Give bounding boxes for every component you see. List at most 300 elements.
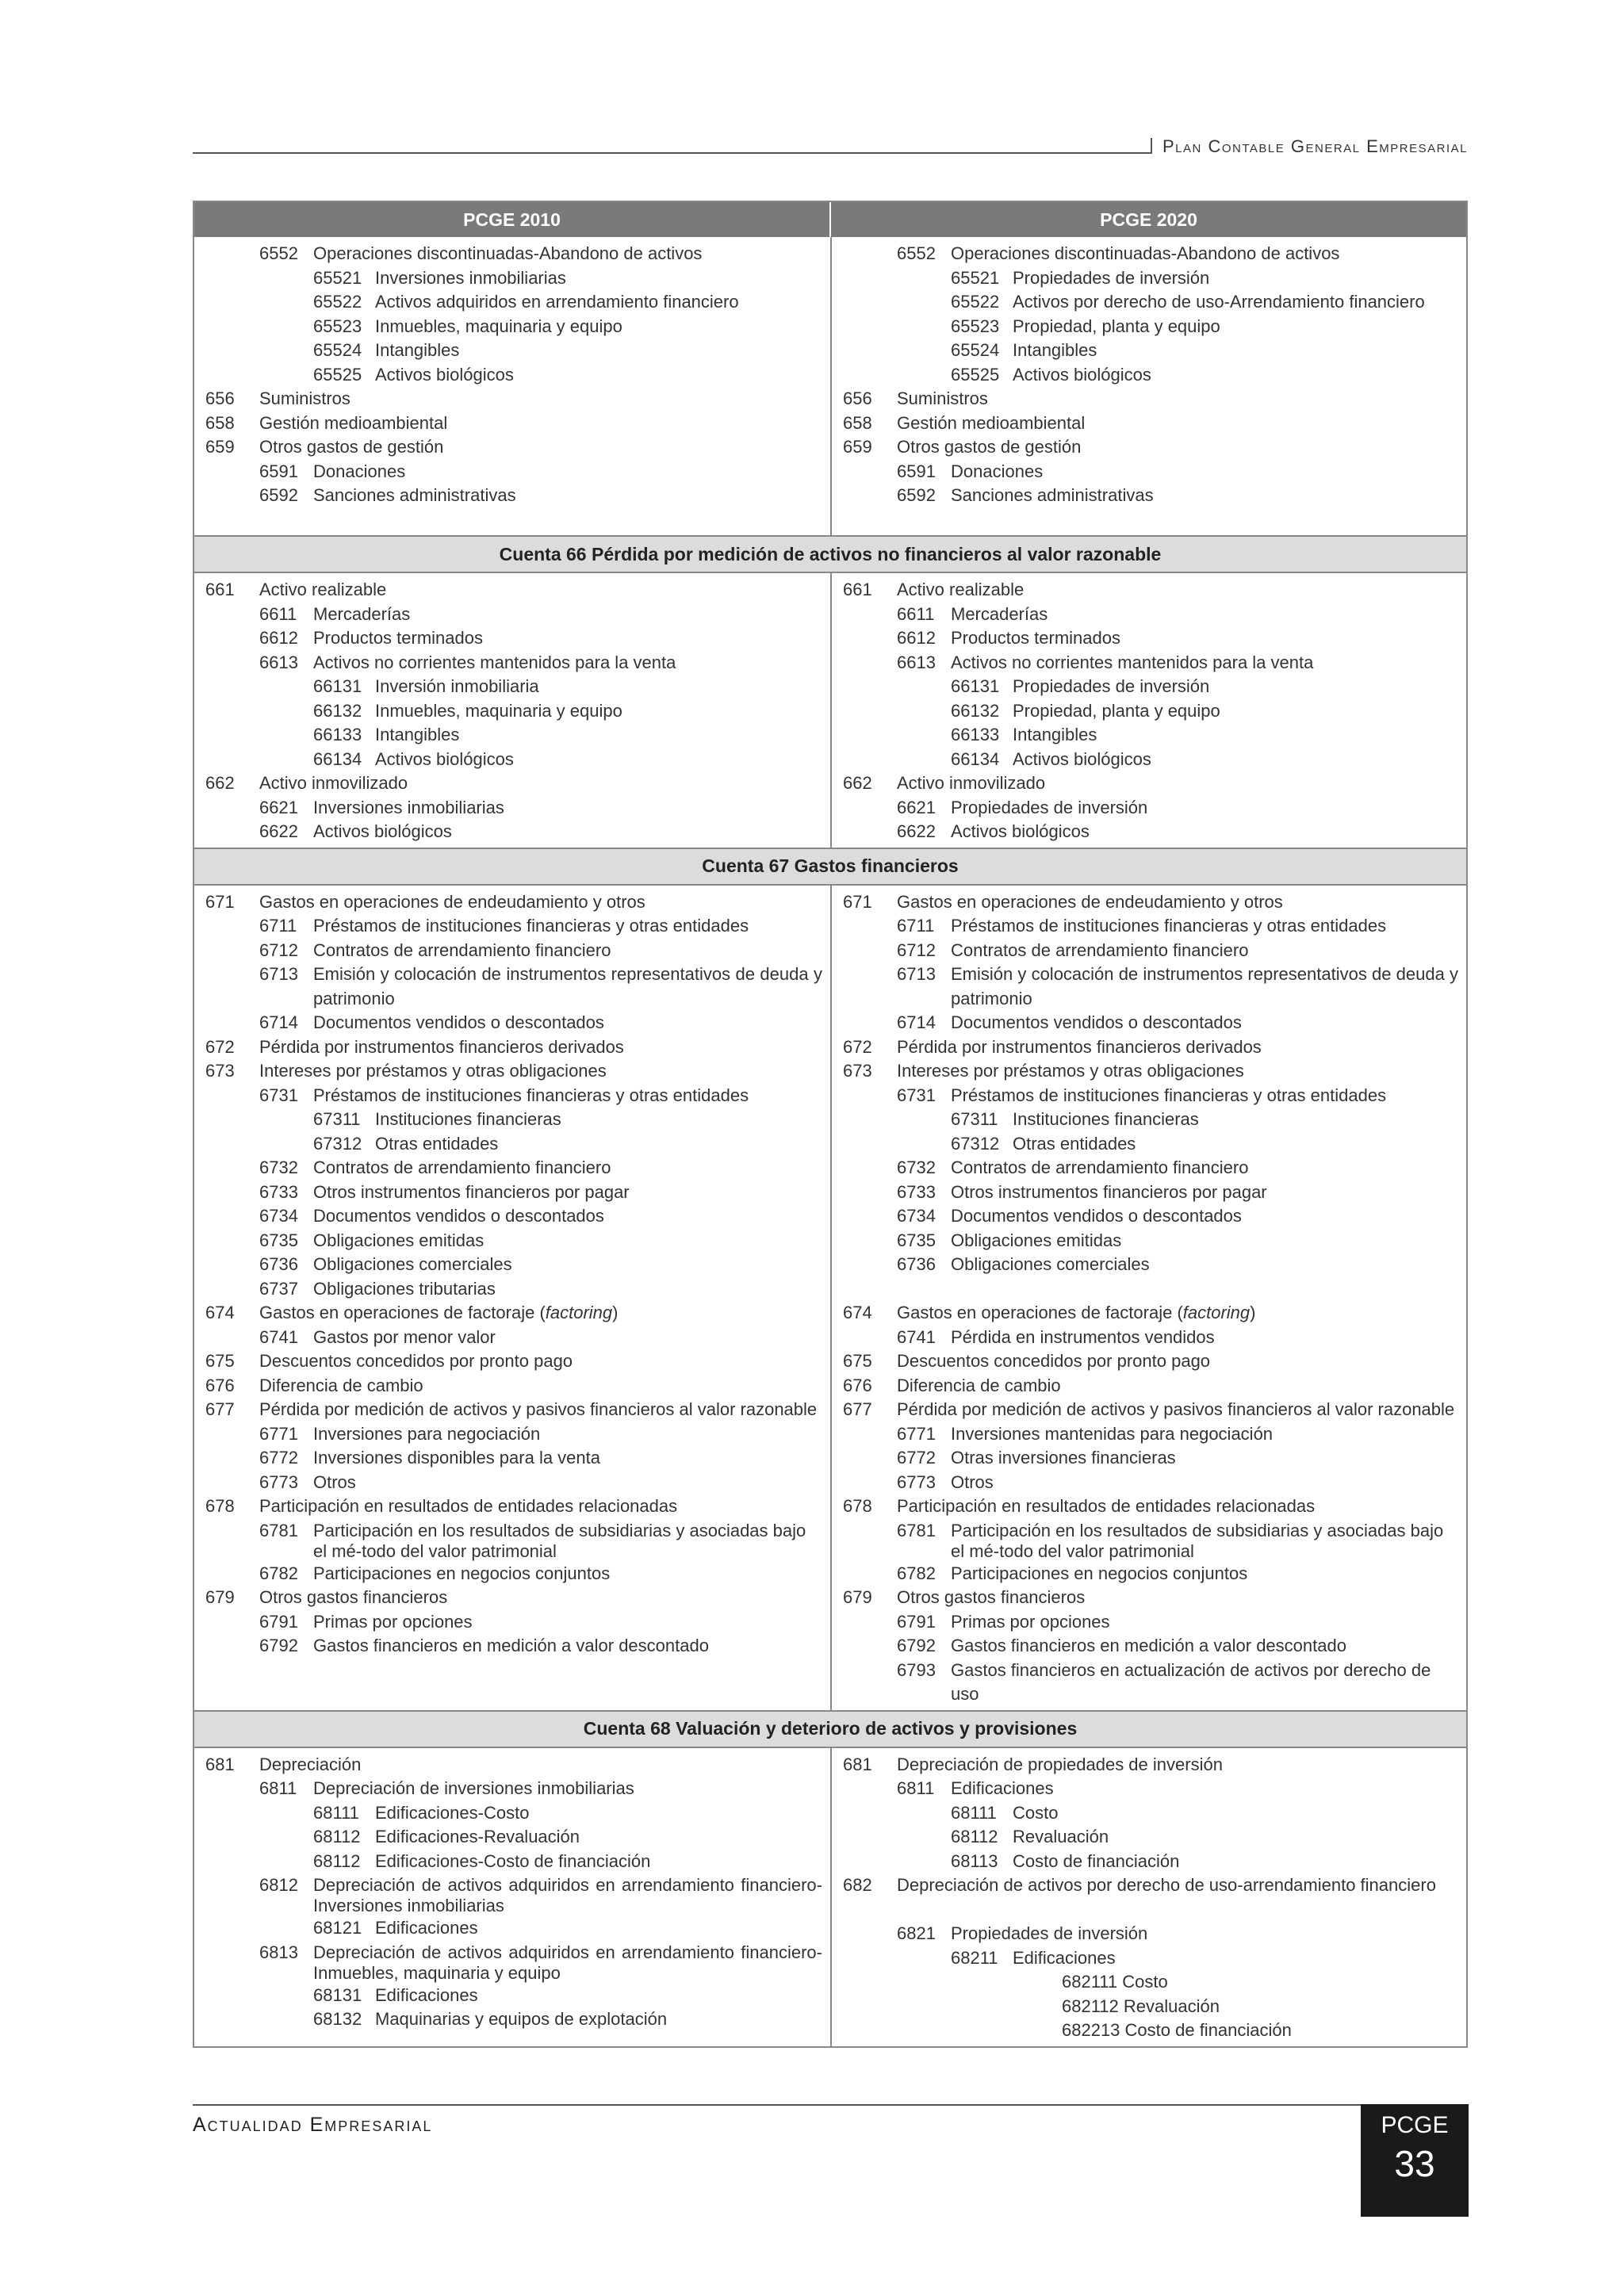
- account-line: [832, 1108, 1458, 1132]
- account-name: Gastos financieros en medición a valor descontado: [313, 1636, 709, 1655]
- account-name: Primas por opciones: [951, 1611, 1110, 1632]
- account-name: Inversiones inmobiliarias: [313, 797, 504, 817]
- left-column-block: [194, 1748, 830, 2046]
- account-code: 661: [843, 580, 872, 599]
- account-name: Participación en los resultados de subsidiarias y asociadas bajo el mé-todo del valor patrimonial: [313, 1520, 806, 1561]
- column-header-left: PCGE 2010: [463, 209, 561, 230]
- account-name: Productos terminados: [951, 628, 1120, 648]
- account-code: 6771: [897, 1423, 936, 1444]
- account-name: Gastos en operaciones de endeudamiento y otros: [259, 891, 645, 912]
- spacer: [194, 508, 822, 533]
- account-code: 6711: [897, 916, 935, 936]
- account-code: 6813: [259, 1942, 298, 1962]
- account-code: 673: [843, 1061, 872, 1081]
- account-line: [194, 578, 822, 603]
- account-name: Pérdida por medición de activos y pasivos financieros al valor razonable: [259, 1399, 818, 1419]
- account-name: Intereses por préstamos y otras obligaciones: [259, 1061, 607, 1081]
- account-line: [194, 1519, 822, 1562]
- right-column-block: [830, 886, 1466, 1710]
- account-name: Productos terminados: [313, 628, 483, 648]
- account-line: [832, 1035, 1458, 1060]
- account-code: 6793: [897, 1659, 936, 1680]
- account-line: [832, 626, 1458, 651]
- account-name: Obligaciones comerciales: [951, 1254, 1150, 1274]
- account-name: Propiedades de inversión: [1013, 267, 1210, 288]
- account-line: [832, 1562, 1458, 1586]
- account-line: [832, 1326, 1458, 1350]
- account-line: [832, 1634, 1458, 1659]
- account-line: [832, 723, 1458, 748]
- account-code: 6613: [259, 652, 298, 672]
- account-line: [194, 1326, 822, 1350]
- account-code: 674: [205, 1303, 235, 1322]
- account-code: 6736: [897, 1254, 936, 1274]
- account-code: 6622: [897, 821, 936, 841]
- account-code: 65523: [951, 316, 1000, 336]
- account-line: [832, 1777, 1458, 1801]
- account-name: Intangibles: [1013, 725, 1097, 744]
- account-name: Contratos de arrendamiento financiero: [951, 1158, 1249, 1177]
- account-code: 6772: [259, 1448, 298, 1468]
- account-line: [832, 242, 1458, 266]
- account-code: 6741: [897, 1326, 936, 1347]
- account-code: 6714: [897, 1012, 936, 1032]
- account-name: Suministros: [259, 388, 350, 408]
- account-line: [194, 1471, 822, 1495]
- account-line: [832, 2019, 1458, 2043]
- account-name: Obligaciones comerciales: [313, 1254, 512, 1274]
- comparison-table: [193, 201, 1468, 2048]
- account-code: 66131: [313, 676, 362, 696]
- account-code: 6736: [259, 1254, 298, 1274]
- account-code: 6712: [259, 939, 298, 960]
- account-line: [832, 603, 1458, 627]
- account-name: Propiedades de inversión: [951, 1923, 1148, 1943]
- account-name: Emisión y colocación de instrumentos representativos de deuda y patrimonio: [951, 964, 1458, 1008]
- account-code: 68131: [313, 1984, 362, 2005]
- account-name: Inversión inmobiliaria: [375, 676, 539, 696]
- account-line: [832, 484, 1458, 508]
- account-line: [832, 315, 1458, 339]
- account-name: Propiedad, planta y equipo: [1013, 700, 1220, 721]
- right-column-block: [830, 573, 1466, 848]
- account-line: [832, 1156, 1458, 1181]
- account-name: Mercaderías: [313, 603, 411, 624]
- account-code: 6713: [259, 964, 298, 984]
- account-name: Primas por opciones: [313, 1611, 473, 1632]
- account-code: 67311: [951, 1109, 998, 1129]
- account-name: Activos por derecho de uso-Arrendamiento financiero: [1013, 292, 1425, 312]
- account-line: [832, 1995, 1458, 2019]
- account-name: Operaciones discontinuadas-Abandono de activos: [951, 243, 1340, 263]
- account-line: [194, 1108, 822, 1132]
- left-column-block: [194, 573, 830, 848]
- account-name: Edificaciones: [375, 1984, 478, 2005]
- account-code: 676: [843, 1375, 872, 1395]
- account-line: [832, 1422, 1458, 1447]
- account-code: 66134: [313, 748, 362, 769]
- account-code: 66132: [313, 700, 362, 721]
- account-code: 6592: [259, 485, 298, 505]
- account-code: 6621: [259, 797, 298, 817]
- account-line: [832, 1946, 1458, 1971]
- account-line: [194, 771, 822, 796]
- account-name: Edificaciones: [951, 1778, 1054, 1798]
- account-code: 6782: [259, 1563, 298, 1583]
- account-name: Activos biológicos: [313, 821, 452, 841]
- account-name: Participación en resultados de entidades relacionadas: [897, 1496, 1316, 1516]
- account-name: Intangibles: [375, 340, 460, 360]
- account-code: 68211: [951, 1947, 998, 1968]
- account-code: 6741: [259, 1326, 298, 1347]
- account-code: 6791: [897, 1611, 936, 1632]
- account-name: Propiedades de inversión: [951, 797, 1148, 817]
- account-code: 6782: [897, 1563, 936, 1583]
- account-line: [194, 484, 822, 508]
- account-code: 67311: [313, 1109, 361, 1129]
- account-code: 673: [205, 1061, 235, 1081]
- account-line: [194, 290, 822, 315]
- account-name: Instituciones financieras: [375, 1109, 561, 1129]
- account-line: [832, 1494, 1458, 1519]
- account-name: Activos biológicos: [1013, 748, 1151, 769]
- account-name: Pérdida en instrumentos vendidos: [951, 1326, 1215, 1347]
- account-line: [832, 1084, 1458, 1108]
- account-line: [194, 796, 822, 821]
- account-name: Activos no corrientes mantenidos para la venta: [313, 652, 676, 672]
- account-line: [194, 1253, 822, 1277]
- account-line: [194, 1494, 822, 1519]
- account-line: [832, 914, 1458, 939]
- account-name: Gastos en operaciones de factoraje (factoring): [897, 1303, 1256, 1322]
- account-code: 675: [205, 1351, 235, 1371]
- account-name: Documentos vendidos o descontados: [313, 1012, 604, 1032]
- account-line: [194, 387, 822, 411]
- account-name: Diferencia de cambio: [897, 1375, 1061, 1395]
- section-heading: Cuenta 68 Valuación y deterioro de activos y provisiones: [194, 1710, 1466, 1748]
- account-code: 677: [843, 1399, 872, 1419]
- account-line: [194, 1850, 822, 1874]
- account-name: Activo inmovilizado: [897, 773, 1046, 793]
- account-code: 65522: [951, 292, 1000, 312]
- account-name: 682111 Costo: [1062, 1972, 1168, 1992]
- account-code: 6713: [897, 964, 936, 984]
- account-code: 65524: [951, 340, 1000, 360]
- account-line: [194, 1301, 822, 1326]
- account-name: Pérdida por instrumentos financieros derivados: [897, 1036, 1262, 1057]
- account-name: Descuentos concedidos por pronto pago: [259, 1351, 573, 1371]
- account-line: [832, 1873, 1458, 1898]
- account-name: Instituciones financieras: [1013, 1109, 1199, 1129]
- account-code: 6732: [897, 1158, 936, 1177]
- account-code: 6611: [259, 603, 297, 624]
- left-column-block: [194, 237, 830, 535]
- account-name: Depreciación de activos adquiridos en arrendamiento financiero-Inmuebles, maquinaria y equipo: [313, 1942, 822, 1983]
- account-line: [194, 1610, 822, 1635]
- account-code: 6734: [897, 1206, 936, 1226]
- account-line: [832, 1398, 1458, 1422]
- account-name: Activos biológicos: [375, 748, 514, 769]
- account-line: [832, 1922, 1458, 1946]
- account-code: 6821: [897, 1923, 936, 1943]
- account-code: 6731: [259, 1085, 298, 1105]
- account-code: 68112: [313, 1850, 361, 1871]
- account-name: Activo realizable: [897, 580, 1025, 599]
- account-code: 679: [843, 1587, 872, 1607]
- account-line: [832, 1801, 1458, 1826]
- account-code: 66134: [951, 748, 1000, 769]
- account-name: Obligaciones emitidas: [951, 1230, 1122, 1250]
- account-code: 6773: [259, 1471, 298, 1492]
- account-line: [194, 1801, 822, 1826]
- account-line: [194, 1204, 822, 1229]
- section-body: [194, 237, 1466, 535]
- account-code: 672: [205, 1036, 235, 1057]
- account-line: [194, 939, 822, 963]
- account-line: [194, 411, 822, 436]
- account-code: 658: [843, 412, 872, 433]
- account-line: [194, 1398, 822, 1422]
- account-code: 6552: [897, 243, 936, 263]
- account-code: 6591: [897, 461, 936, 481]
- account-line: [832, 339, 1458, 363]
- account-line: [832, 411, 1458, 436]
- account-code: 6735: [897, 1230, 936, 1250]
- account-code: 6791: [259, 1611, 298, 1632]
- account-name: Otros instrumentos financieros por pagar: [951, 1181, 1267, 1202]
- account-code: 6812: [259, 1875, 298, 1895]
- account-code: 65523: [313, 316, 362, 336]
- account-line: [832, 1301, 1458, 1326]
- account-code: 65522: [313, 292, 362, 312]
- account-code: 661: [205, 580, 235, 599]
- account-line: [832, 363, 1458, 388]
- account-code: 671: [205, 891, 235, 912]
- page-number-box: [1361, 2104, 1469, 2217]
- account-line: [832, 435, 1458, 460]
- account-name: Gastos en operaciones de endeudamiento y otros: [897, 891, 1283, 912]
- account-code: 678: [205, 1496, 235, 1516]
- account-name: Otros gastos financieros: [259, 1587, 448, 1607]
- account-line: [832, 1519, 1458, 1562]
- account-code: 677: [205, 1399, 235, 1419]
- account-name: Participación en resultados de entidades relacionadas: [259, 1496, 678, 1516]
- account-name: Contratos de arrendamiento financiero: [951, 939, 1249, 960]
- account-code: 68112: [951, 1827, 998, 1846]
- account-name: Gastos en operaciones de factoraje (factoring): [259, 1303, 619, 1322]
- section-body: [194, 886, 1466, 1710]
- account-code: 656: [205, 388, 235, 408]
- account-code: 6773: [897, 1471, 936, 1492]
- account-code: 676: [205, 1375, 235, 1395]
- account-code: 658: [205, 412, 235, 433]
- account-line: [194, 363, 822, 388]
- account-code: 65521: [951, 267, 1000, 288]
- account-code: 6611: [897, 603, 935, 624]
- account-name: Inmuebles, maquinaria y equipo: [375, 700, 622, 721]
- account-code: 6792: [259, 1636, 298, 1655]
- account-code: 6781: [897, 1520, 936, 1540]
- account-line: [194, 651, 822, 675]
- section-body: [194, 573, 1466, 848]
- account-line: [832, 1970, 1458, 1995]
- account-code: 6712: [897, 939, 936, 960]
- account-line: [194, 1586, 822, 1610]
- section-body: [194, 1748, 1466, 2046]
- account-line: [832, 771, 1458, 796]
- account-name: Activo inmovilizado: [259, 773, 408, 793]
- account-name: Obligaciones tributarias: [313, 1278, 496, 1299]
- account-name: Activos adquiridos en arrendamiento financiero: [375, 292, 739, 312]
- account-line: [832, 1586, 1458, 1610]
- account-code: 6552: [259, 243, 298, 263]
- account-code: 6733: [897, 1181, 936, 1202]
- account-code: 6781: [259, 1520, 298, 1540]
- account-line: [832, 1825, 1458, 1850]
- account-name: Sanciones administrativas: [951, 485, 1154, 505]
- account-code: 67312: [951, 1133, 1000, 1154]
- account-code: 6622: [259, 821, 298, 841]
- account-line: [194, 1374, 822, 1399]
- account-line: [194, 266, 822, 291]
- account-line: [194, 460, 822, 484]
- account-code: 6714: [259, 1012, 298, 1032]
- account-line: [832, 1253, 1458, 1277]
- account-code: 682: [843, 1875, 872, 1895]
- account-code: 681: [205, 1754, 235, 1774]
- right-column-block: [830, 1748, 1466, 2046]
- account-name: Maquinarias y equipos de explotación: [375, 2009, 668, 2029]
- account-code: 659: [843, 437, 872, 457]
- account-name: Inversiones para negociación: [313, 1423, 541, 1444]
- account-line: [194, 1777, 822, 1801]
- account-line: [194, 1277, 822, 1302]
- account-code: 66132: [951, 700, 1000, 721]
- account-name: Activos no corrientes mantenidos para la venta: [951, 652, 1314, 672]
- account-code: 66133: [951, 725, 1000, 744]
- account-name: Activos biológicos: [375, 364, 514, 385]
- account-line: [832, 820, 1458, 844]
- account-name: Otras entidades: [1013, 1133, 1136, 1154]
- account-code: 68113: [951, 1850, 998, 1871]
- account-line: [194, 914, 822, 939]
- account-name: Operaciones discontinuadas-Abandono de activos: [313, 243, 703, 263]
- account-code: 6771: [259, 1423, 298, 1444]
- footer-rule: [193, 2104, 1362, 2106]
- account-line: [832, 939, 1458, 963]
- account-name: Edificaciones: [375, 1918, 478, 1938]
- account-code: 674: [843, 1303, 872, 1322]
- spacer: [832, 1277, 1458, 1302]
- account-line: [194, 1753, 822, 1777]
- account-name: Documentos vendidos o descontados: [313, 1206, 604, 1226]
- account-code: 65521: [313, 267, 362, 288]
- account-name: Edificaciones-Revaluación: [375, 1827, 580, 1846]
- account-name: Suministros: [897, 388, 988, 408]
- account-name: Depreciación: [259, 1754, 362, 1774]
- account-line: [194, 1349, 822, 1374]
- account-line: [832, 748, 1458, 772]
- account-code: 68112: [313, 1827, 361, 1846]
- account-name: Depreciación de inversiones inmobiliarias: [313, 1778, 634, 1798]
- account-name: Gastos financieros en medición a valor descontado: [951, 1636, 1346, 1655]
- account-line: [832, 1446, 1458, 1471]
- account-line: [194, 1035, 822, 1060]
- account-code: 68121: [313, 1918, 362, 1938]
- account-name: Emisión y colocación de instrumentos representativos de deuda y patrimonio: [313, 964, 822, 1008]
- account-name: Documentos vendidos o descontados: [951, 1012, 1242, 1032]
- account-name: Otros: [951, 1471, 994, 1492]
- running-footer: Actualidad Empresarial: [193, 2114, 433, 2136]
- account-code: 6613: [897, 652, 936, 672]
- account-line: [832, 675, 1458, 699]
- account-name: Descuentos concedidos por pronto pago: [897, 1351, 1211, 1371]
- account-line: [832, 1011, 1458, 1035]
- account-line: [194, 242, 822, 266]
- left-column-block: [194, 886, 830, 1710]
- account-code: 662: [205, 773, 235, 793]
- account-name: Inmuebles, maquinaria y equipo: [375, 316, 622, 336]
- account-name: Costo de financiación: [1013, 1850, 1180, 1871]
- account-name: Gestión medioambiental: [259, 412, 448, 433]
- account-name: Otros gastos financieros: [897, 1587, 1086, 1607]
- account-line: [832, 1132, 1458, 1157]
- account-code: 65524: [313, 340, 362, 360]
- account-line: [832, 1374, 1458, 1399]
- account-name: Obligaciones emitidas: [313, 1230, 485, 1250]
- account-line: [832, 1610, 1458, 1635]
- account-code: 66133: [313, 725, 362, 744]
- page-number: 33: [1394, 2143, 1435, 2184]
- section-heading: Cuenta 67 Gastos financieros: [194, 848, 1466, 886]
- account-code: 6737: [259, 1278, 298, 1299]
- account-line: [194, 1984, 822, 2008]
- account-line: [832, 699, 1458, 724]
- account-line: [832, 1753, 1458, 1777]
- account-code: 6811: [897, 1778, 935, 1798]
- account-name: Costo: [1013, 1802, 1059, 1823]
- account-code: 6711: [259, 916, 297, 936]
- account-code: 656: [843, 388, 872, 408]
- account-name: Otros instrumentos financieros por pagar: [313, 1181, 630, 1202]
- account-line: [194, 1916, 822, 1941]
- account-line: [194, 1634, 822, 1659]
- account-code: 6591: [259, 461, 298, 481]
- account-name: Contratos de arrendamiento financiero: [313, 939, 611, 960]
- account-name: Participaciones en negocios conjuntos: [313, 1563, 611, 1583]
- account-line: [832, 387, 1458, 411]
- account-name: Sanciones administrativas: [313, 485, 516, 505]
- account-line: [832, 1204, 1458, 1229]
- account-line: [832, 266, 1458, 291]
- spacer: [832, 508, 1458, 533]
- account-name: Depreciación de activos por derecho de uso-arrendamiento financiero: [897, 1875, 1436, 1895]
- account-line: [832, 290, 1458, 315]
- account-code: 6621: [897, 797, 936, 817]
- account-code: 6734: [259, 1206, 298, 1226]
- account-code: 675: [843, 1351, 872, 1371]
- account-code: 679: [205, 1587, 235, 1607]
- spacer: [832, 1898, 1458, 1923]
- account-name: Propiedades de inversión: [1013, 676, 1210, 696]
- account-name: Préstamos de instituciones financieras y otras entidades: [313, 916, 749, 936]
- account-name: Préstamos de instituciones financieras y otras entidades: [951, 1085, 1387, 1105]
- spacer: [194, 1659, 822, 1683]
- account-line: [194, 1873, 822, 1916]
- account-code: 68111: [951, 1802, 997, 1823]
- account-code: 6811: [259, 1778, 297, 1798]
- account-code: 659: [205, 437, 235, 457]
